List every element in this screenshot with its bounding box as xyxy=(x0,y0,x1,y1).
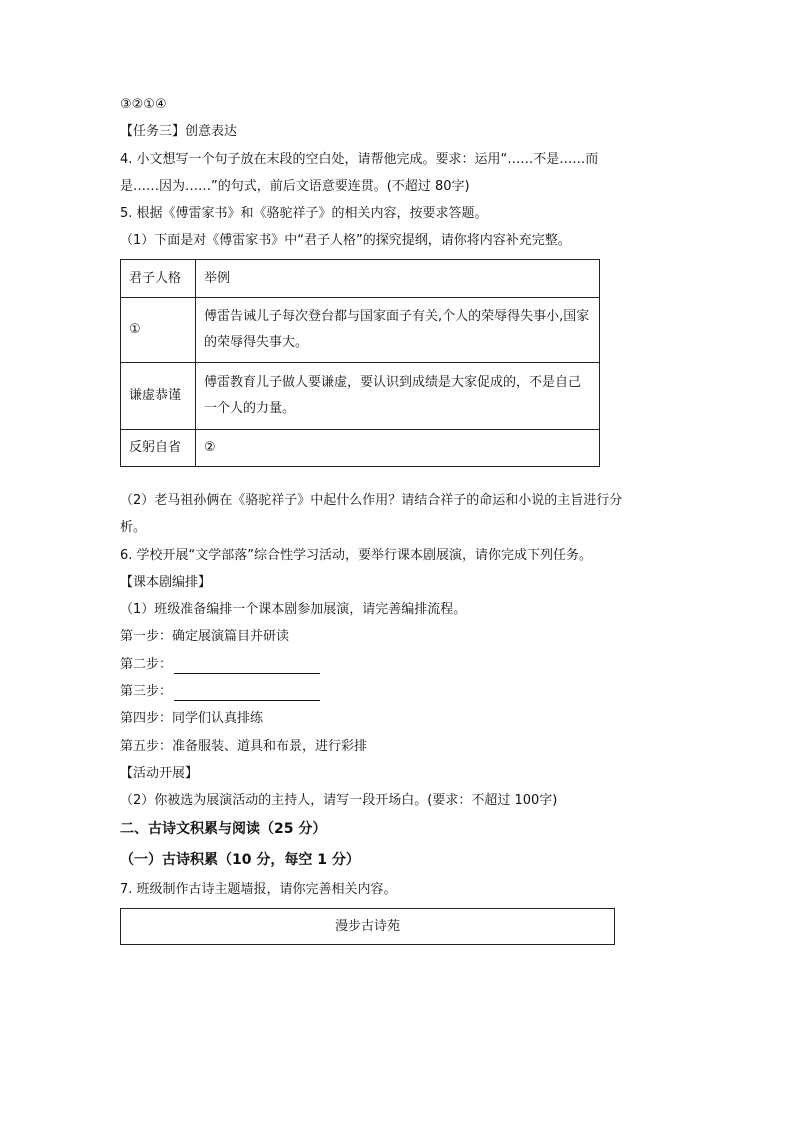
question-4-line1: 4. 小文想写一个句子放在末段的空白处，请帮他完成。要求：运用“……不是……而 xyxy=(120,152,599,167)
table-header-cell: 举例 xyxy=(196,260,600,298)
table-cell: 傅雷告诫儿子每次登台都与国家面子有关,个人的荣辱得失事小,国家的荣辱得失事大。 xyxy=(196,298,600,363)
activity-heading: 【活动开展】 xyxy=(120,766,199,781)
step-2-label: 第二步： xyxy=(120,657,173,672)
table-header-cell: 君子人格 xyxy=(121,260,196,298)
step-3 xyxy=(120,683,320,701)
question-6-part2: （2）你被选为展演活动的主持人，请写一段开场白。(要求：不超过 100字) xyxy=(120,793,558,808)
step-2-answer-blank[interactable] xyxy=(174,659,320,674)
task3-heading: 【任务三】创意表达 xyxy=(120,124,238,139)
table-cell: ② xyxy=(196,430,600,467)
step-3-label: 第三步： xyxy=(120,684,173,699)
step-4: 第四步：同学们认真排练 xyxy=(120,711,264,726)
table-cell: ① xyxy=(121,298,196,363)
question-5-part2-line1: （2）老马祖孙俩在《骆驼祥子》中起什么作用？请结合祥子的命运和小说的主旨进行分 xyxy=(120,493,623,508)
step-1: 第一步：确定展演篇目并研读 xyxy=(120,629,290,644)
table-cell: 傅雷教育儿子做人要谦虚，要认识到成绩是大家促成的，不是自己一个人的力量。 xyxy=(196,363,600,430)
table-header-row xyxy=(121,260,600,298)
question-4-line2: 是……因为……”的句式，前后文语意要连贯。(不超过 80字) xyxy=(120,179,470,194)
question-6: 6. 学校开展“文学部落”综合性学习活动，要举行课本剧展演，请你完成下列任务。 xyxy=(120,548,593,563)
question-7: 7. 班级制作古诗主题墙报，请你完善相关内容。 xyxy=(120,882,397,897)
question-6-part1: （1）班级准备编排一个课本剧参加展演，请完善编排流程。 xyxy=(120,602,467,617)
question-5-part2-line2: 析。 xyxy=(120,520,147,535)
table-row xyxy=(121,298,600,363)
table-cell: 谦虚恭谨 xyxy=(121,363,196,430)
drama-arrangement-heading: 【课本剧编排】 xyxy=(120,575,212,590)
table-row xyxy=(121,363,600,430)
step-3-answer-blank[interactable] xyxy=(174,686,320,701)
step-2 xyxy=(120,656,320,674)
gentleman-personality-table xyxy=(120,259,600,467)
poster-title: 漫步古诗苑 xyxy=(334,919,400,934)
poster-title-box xyxy=(120,908,615,945)
answer-order: ③②①④ xyxy=(120,97,167,112)
subsection-1-heading: （一）古诗积累（10 分，每空 1 分） xyxy=(120,852,360,868)
question-5-part1: （1）下面是对《傅雷家书》中“君子人格”的探究提纲，请你将内容补充完整。 xyxy=(120,233,571,248)
step-5: 第五步：准备服装、道具和布景，进行彩排 xyxy=(120,739,368,754)
table-cell: 反躬自省 xyxy=(121,430,196,467)
section-2-heading: 二、古诗文积累与阅读（25 分） xyxy=(120,821,327,837)
table-row xyxy=(121,430,600,467)
question-5: 5. 根据《傅雷家书》和《骆驼祥子》的相关内容，按要求答题。 xyxy=(120,206,488,221)
